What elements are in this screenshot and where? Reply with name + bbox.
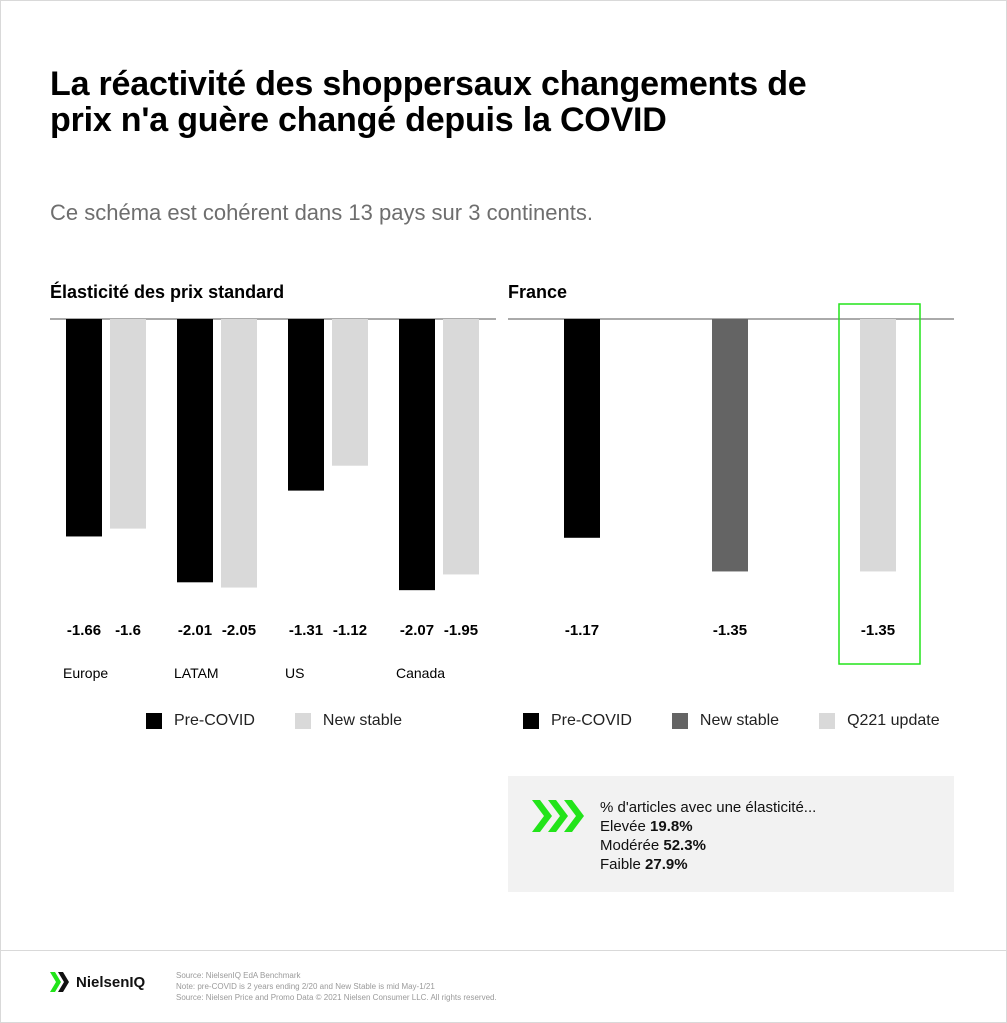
category-label-canada: Canada — [396, 665, 446, 681]
bar-europe-new-stable — [110, 319, 146, 529]
info-row-moderee: Modérée 52.3% — [600, 837, 706, 854]
bar-us-new-stable — [332, 319, 368, 466]
left-chart-title: Élasticité des prix standard — [50, 282, 285, 302]
left-chart-legend — [146, 712, 442, 730]
legend-item-new-stable — [295, 712, 402, 730]
bar-canada-pre-covid — [399, 319, 435, 590]
source-notes — [176, 970, 497, 1003]
legend-swatch — [523, 713, 539, 729]
bar-latam-new-stable — [221, 319, 257, 588]
nielseniq-logo-icon — [50, 972, 72, 992]
info-value: 27.9% — [645, 856, 688, 873]
bar-value-label: -1.31 — [288, 622, 324, 639]
bar-value-label: -2.01 — [177, 622, 213, 639]
bar-canada-new-stable — [443, 319, 479, 574]
bar-europe-pre-covid — [66, 319, 102, 536]
bar-value-label: -1.17 — [564, 622, 600, 639]
bar-value-label: -2.05 — [221, 622, 257, 639]
category-label-latam: LATAM — [174, 665, 219, 681]
right-chart-legend — [523, 712, 980, 730]
source-line: Note: pre-COVID is 2 years ending 2/20 and New Stable is mid May-1/21 — [176, 982, 435, 991]
info-text — [600, 798, 816, 874]
footer-divider — [0, 950, 1007, 951]
bar-us-pre-covid — [288, 319, 324, 491]
legend-swatch — [819, 713, 835, 729]
bar-value-label: -1.12 — [332, 622, 368, 639]
legend-item-new-stable — [672, 712, 779, 730]
bar-france-pre-covid — [564, 319, 600, 538]
info-value: 19.8% — [650, 818, 693, 835]
legend-swatch — [295, 713, 311, 729]
legend-label: Pre-COVID — [551, 712, 632, 729]
legend-label: Pre-COVID — [174, 712, 255, 729]
source-line: Source: Nielsen Price and Promo Data © 2021 Nielsen Consumer LLC. All rights reserved. — [176, 993, 497, 1002]
right-chart-title: France — [508, 282, 568, 302]
info-row-faible: Faible 27.9% — [600, 856, 688, 873]
legend-swatch — [672, 713, 688, 729]
legend-item-pre-covid — [523, 712, 632, 730]
legend-swatch — [146, 713, 162, 729]
category-label-europe: Europe — [63, 665, 109, 681]
bar-value-label: -1.35 — [712, 622, 748, 639]
bar-value-label: -1.66 — [66, 622, 102, 639]
source-line: Source: NielsenIQ EdA Benchmark — [176, 971, 301, 980]
info-value: 52.3% — [663, 837, 706, 854]
page-title: La réactivité des shoppersaux changements de prix n'a guère changé depuis la COVID — [50, 65, 807, 139]
legend-label: New stable — [322, 712, 403, 729]
bar-value-label: -1.35 — [860, 622, 896, 639]
bar-value-label: -1.6 — [115, 622, 141, 639]
elasticity-info-box — [508, 776, 954, 892]
triple-chevron-right-icon — [532, 798, 584, 834]
nielseniq-logo: NielsenIQ — [50, 972, 145, 992]
category-label-us: US — [285, 665, 305, 681]
legend-label: New stable — [699, 712, 780, 729]
bar-latam-pre-covid — [177, 319, 213, 582]
info-heading: % d'articles avec une élasticité... — [600, 799, 817, 816]
legend-item-q221-update — [819, 712, 940, 730]
legend-label: Q221 update — [847, 712, 940, 729]
bar-value-label: -1.95 — [443, 622, 479, 639]
info-row-elevee: Elevée 19.8% — [600, 818, 693, 835]
bar-france-q221-update — [860, 319, 896, 571]
bar-value-label: -2.07 — [399, 622, 435, 639]
legend-item-pre-covid — [146, 712, 255, 730]
page-subtitle: Ce schéma est cohérent dans 13 pays sur 3 continents. — [50, 200, 593, 225]
bar-france-new-stable — [712, 319, 748, 571]
